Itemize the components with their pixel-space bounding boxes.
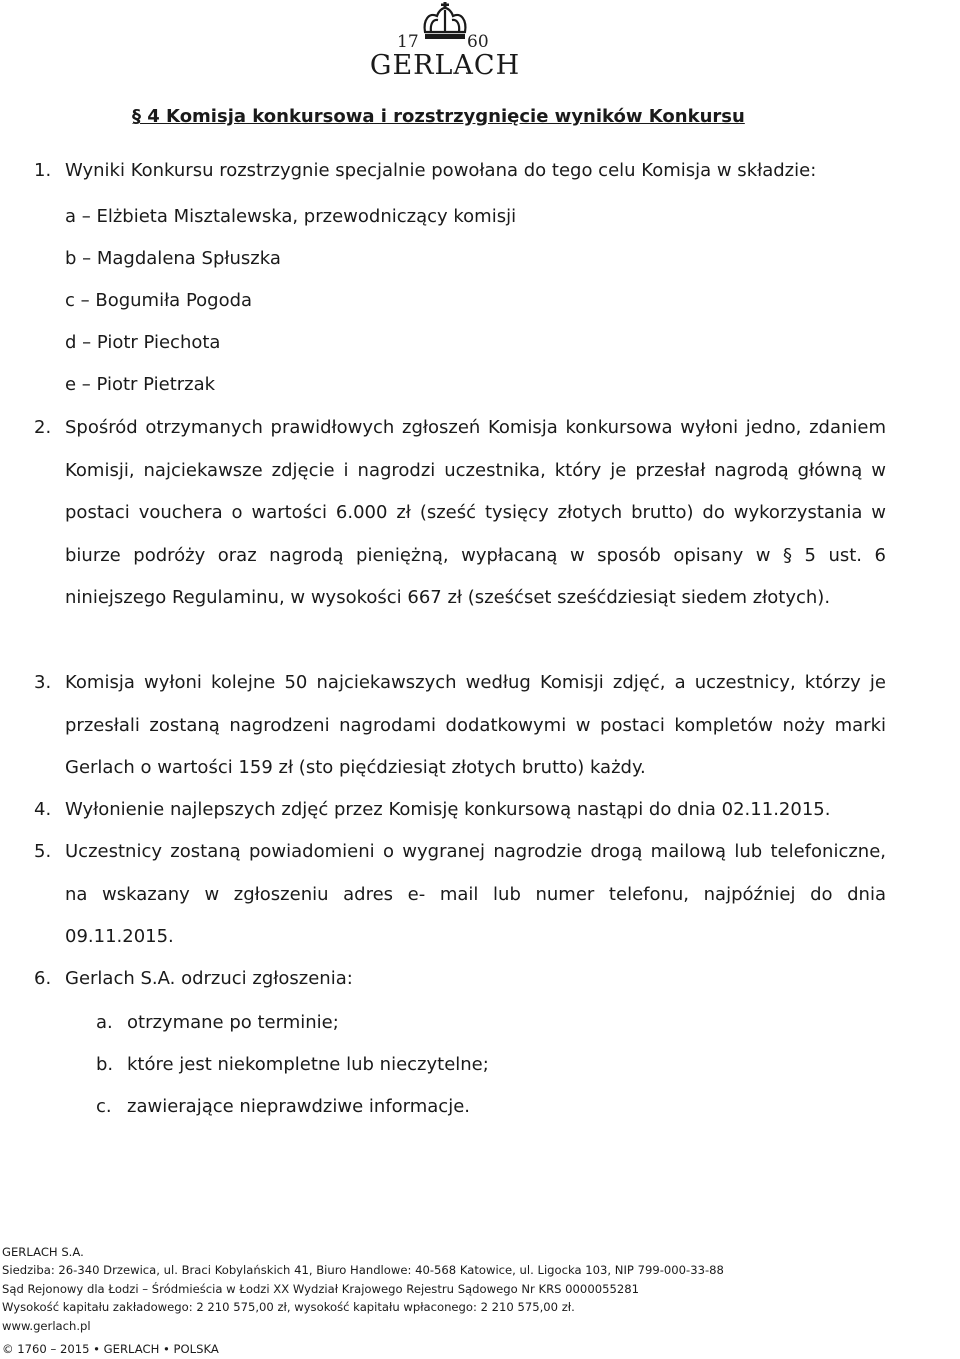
logo-year-right: 60: [467, 32, 489, 52]
sub-item-text: otrzymane po terminie;: [127, 1012, 339, 1033]
item-text: Gerlach S.A. odrzuci zgłoszenia:: [65, 968, 353, 989]
sub-item-c: [96, 1096, 470, 1117]
gerlach-logo: [355, 2, 535, 82]
crown-icon: [419, 2, 471, 40]
item-text: Wyłonienie najlepszych zdjęć przez Komisję konkursową nastąpi do dnia 02.11.2015.: [65, 799, 831, 820]
company-footer: [2, 1243, 724, 1335]
sub-item-letter: b.: [96, 1054, 114, 1075]
sub-item-b: [96, 1054, 489, 1075]
section-heading: § 4 Komisja konkursowa i rozstrzygnięcie wyników Konkursu: [132, 106, 745, 127]
committee-member: c – Bogumiła Pogoda: [65, 290, 253, 311]
logo-year-left: 17: [397, 32, 419, 52]
item-number: 2.: [34, 417, 52, 438]
item-number: 6.: [34, 968, 52, 989]
sub-item-letter: c.: [96, 1096, 112, 1117]
item-number: 5.: [34, 841, 52, 862]
list-item-1: [34, 150, 886, 193]
footer-website: www.gerlach.pl: [2, 1318, 91, 1333]
committee-member: e – Piotr Pietrzak: [65, 374, 216, 395]
sub-item-a: [96, 1012, 339, 1033]
sub-item-text: zawierające nieprawdziwe informacje.: [127, 1096, 470, 1117]
footer-capital: Wysokość kapitału zakładowego: 2 210 575,00 zł, wysokość kapitału wpłaconego: 2 210 575,00 zł.: [2, 1300, 575, 1315]
committee-member: d – Piotr Piechota: [65, 332, 221, 353]
footer-address: Siedziba: 26-340 Drzewica, ul. Braci Kobylańskich 41, Biuro Handlowe: 40-568 Katowice, ul. Ligocka 103, NIP 799-000-33-88: [2, 1263, 724, 1278]
item-text: Uczestnicy zostaną powiadomieni o wygranej nagrodzie drogą mailową lub telefoniczne, na wskazany w zgłoszeniu adres e- mail lub numer telefonu, najpóźniej do dnia 09.11.2015.: [65, 841, 886, 947]
item-text: Spośród otrzymanych prawidłowych zgłoszeń Komisja konkursowa wyłoni jedno, zdaniem Komisji, najciekawsze zdjęcie i nagrodzi uczestnika, który je przesłał nagrodą główną w postaci vouchera o wartości 6.000 zł (sześć tysięcy złotych brutto) do wykorzystania w biurze podróży oraz nagrodą pieniężną, wypłacaną w sposób opisany w § 5 ust. 6 niniejszego Regulaminu, w wysokości 667 zł (sześćset sześćdziesiąt siedem złotych).: [65, 417, 886, 608]
list-item-6: [34, 958, 886, 1001]
list-item-4: [34, 789, 886, 832]
item-text: Wyniki Konkursu rozstrzygnie specjalnie powołana do tego celu Komisja w składzie:: [65, 160, 817, 181]
list-item-2: [34, 407, 886, 620]
committee-member: b – Magdalena Spłuszka: [65, 248, 281, 269]
footer-company: GERLACH S.A.: [2, 1245, 84, 1259]
list-item-3: [34, 662, 886, 790]
item-number: 4.: [34, 799, 52, 820]
footer-copyright: © 1760 – 2015 • GERLACH • POLSKA: [2, 1342, 219, 1356]
item-text: Komisja wyłoni kolejne 50 najciekawszych według Komisji zdjęć, a uczestnicy, którzy je przesłali zostaną nagrodzeni nagrodami dodatkowymi w postaci kompletów noży marki Gerlach o wartości 159 zł (sto pięćdziesiąt złotych brutto) każdy.: [65, 672, 886, 778]
sub-item-letter: a.: [96, 1012, 113, 1033]
item-number: 1.: [34, 160, 52, 181]
item-number: 3.: [34, 672, 52, 693]
logo-brand: GERLACH: [369, 50, 521, 81]
footer-court: Sąd Rejonowy dla Łodzi – Śródmieścia w Łodzi XX Wydział Krajowego Rejestru Sądowego Nr KRS 0000055281: [2, 1281, 639, 1296]
list-item-5: [34, 831, 886, 959]
sub-item-text: które jest niekompletne lub nieczytelne;: [127, 1054, 489, 1075]
committee-member: a – Elżbieta Misztalewska, przewodniczący komisji: [65, 206, 517, 227]
